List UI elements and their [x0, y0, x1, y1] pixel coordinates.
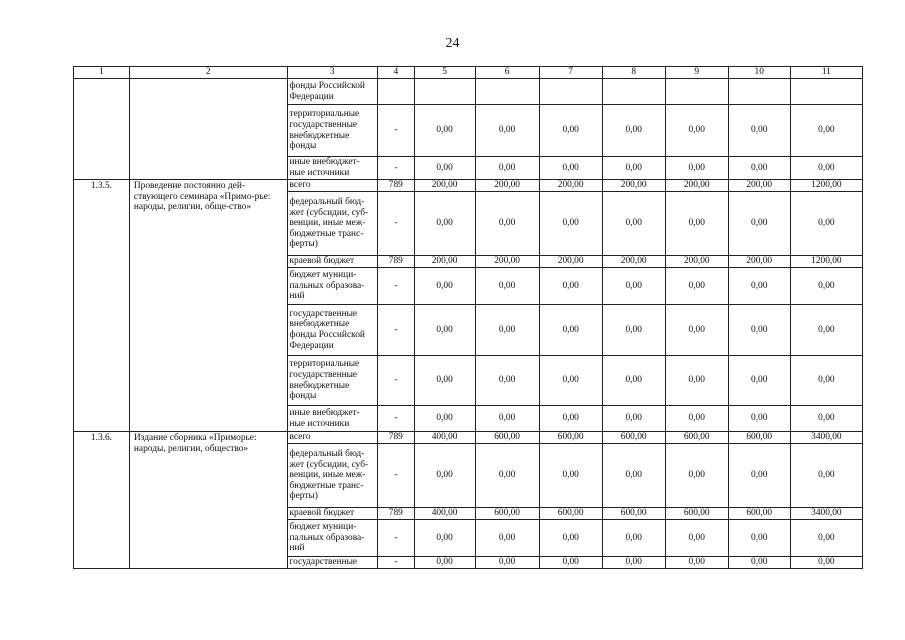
value-col-5: 400,00	[414, 432, 475, 444]
value-col-9: 0,00	[665, 105, 728, 157]
value-col-6: 0,00	[475, 192, 539, 256]
value-col-10	[728, 79, 790, 105]
value-col-8: 0,00	[602, 105, 665, 157]
value-col-10: 200,00	[728, 256, 790, 268]
value-col-7: 0,00	[539, 192, 602, 256]
value-col-11: 3400,00	[790, 508, 862, 520]
value-col-4: -	[377, 305, 414, 356]
value-col-5: 0,00	[414, 520, 475, 557]
value-col-11: 0,00	[790, 557, 862, 569]
funding-source: краевой бюджет	[287, 508, 377, 520]
value-col-8: 0,00	[602, 557, 665, 569]
value-col-5: 0,00	[414, 268, 475, 305]
value-col-11: 0,00	[790, 520, 862, 557]
table-row	[74, 432, 863, 444]
value-col-4: -	[377, 157, 414, 180]
value-col-8	[602, 79, 665, 105]
value-col-5: 0,00	[414, 192, 475, 256]
value-col-7: 0,00	[539, 268, 602, 305]
value-col-7: 0,00	[539, 520, 602, 557]
table-row	[74, 79, 863, 105]
value-col-9: 0,00	[665, 520, 728, 557]
value-col-10: 0,00	[728, 268, 790, 305]
value-col-5: 0,00	[414, 356, 475, 406]
value-col-11: 3400,00	[790, 432, 862, 444]
value-col-6: 200,00	[475, 180, 539, 192]
value-col-9: 0,00	[665, 268, 728, 305]
value-col-6: 0,00	[475, 105, 539, 157]
value-col-8: 0,00	[602, 520, 665, 557]
page-number: 24	[445, 36, 460, 51]
value-col-5: 200,00	[414, 256, 475, 268]
value-col-9: 0,00	[665, 192, 728, 256]
funding-source: федеральный бюд- жет (субсидии, суб- венции, иные меж- бюджетные транс- ферты)	[287, 444, 377, 508]
value-col-11: 1200,00	[790, 256, 862, 268]
value-col-10: 200,00	[728, 180, 790, 192]
budget-table	[73, 66, 863, 569]
value-col-10: 0,00	[728, 192, 790, 256]
value-col-10: 0,00	[728, 105, 790, 157]
value-col-11	[790, 79, 862, 105]
value-col-4: 789	[377, 432, 414, 444]
value-col-8: 0,00	[602, 356, 665, 406]
value-col-7: 200,00	[539, 256, 602, 268]
value-col-5: 200,00	[414, 180, 475, 192]
value-col-8: 0,00	[602, 444, 665, 508]
value-col-5: 0,00	[414, 557, 475, 569]
value-col-5: 0,00	[414, 444, 475, 508]
value-col-7: 0,00	[539, 356, 602, 406]
value-col-11: 0,00	[790, 406, 862, 432]
value-col-4: -	[377, 356, 414, 406]
value-col-9: 0,00	[665, 305, 728, 356]
value-col-6: 0,00	[475, 520, 539, 557]
column-header-2: 2	[129, 67, 287, 79]
value-col-5	[414, 79, 475, 105]
value-col-8: 0,00	[602, 406, 665, 432]
funding-source: бюджет муници- пальных образова- ний	[287, 268, 377, 305]
value-col-8: 0,00	[602, 192, 665, 256]
value-col-6: 0,00	[475, 305, 539, 356]
column-header-10: 10	[728, 67, 790, 79]
value-col-9: 600,00	[665, 432, 728, 444]
value-col-10: 0,00	[728, 157, 790, 180]
value-col-8: 600,00	[602, 508, 665, 520]
value-col-4: -	[377, 268, 414, 305]
value-col-9: 600,00	[665, 508, 728, 520]
value-col-8: 0,00	[602, 305, 665, 356]
funding-source: краевой бюджет	[287, 256, 377, 268]
funding-source: государственные внебюджетные фонды Российской Федерации	[287, 305, 377, 356]
value-col-9	[665, 79, 728, 105]
value-col-9: 0,00	[665, 557, 728, 569]
value-col-9: 0,00	[665, 157, 728, 180]
value-col-4: 789	[377, 256, 414, 268]
value-col-9: 0,00	[665, 356, 728, 406]
funding-source: территориальные государственные внебюджетные фонды	[287, 105, 377, 157]
value-col-6: 0,00	[475, 157, 539, 180]
value-col-10: 600,00	[728, 432, 790, 444]
value-col-4: -	[377, 105, 414, 157]
value-col-10: 0,00	[728, 356, 790, 406]
funding-source: всего	[287, 432, 377, 444]
value-col-11: 1200,00	[790, 180, 862, 192]
value-col-4: -	[377, 192, 414, 256]
value-col-4: -	[377, 406, 414, 432]
value-col-10: 0,00	[728, 406, 790, 432]
value-col-10: 0,00	[728, 557, 790, 569]
table-row	[74, 180, 863, 192]
item-name: Издание сборника «Приморье: народы, религии, общество»	[129, 432, 287, 569]
value-col-9: 0,00	[665, 444, 728, 508]
value-col-8: 0,00	[602, 268, 665, 305]
column-header-8: 8	[602, 67, 665, 79]
value-col-5: 400,00	[414, 508, 475, 520]
value-col-5: 0,00	[414, 406, 475, 432]
value-col-10: 0,00	[728, 520, 790, 557]
value-col-6: 0,00	[475, 356, 539, 406]
column-header-5: 5	[414, 67, 475, 79]
item-number	[74, 79, 130, 180]
funding-source: иные внебюджет- ные источники	[287, 406, 377, 432]
value-col-9: 200,00	[665, 256, 728, 268]
value-col-5: 0,00	[414, 105, 475, 157]
value-col-7: 0,00	[539, 557, 602, 569]
value-col-7: 200,00	[539, 180, 602, 192]
value-col-9: 200,00	[665, 180, 728, 192]
value-col-11: 0,00	[790, 157, 862, 180]
column-header-7: 7	[539, 67, 602, 79]
value-col-7: 600,00	[539, 508, 602, 520]
funding-source: государственные	[287, 557, 377, 569]
value-col-6: 0,00	[475, 444, 539, 508]
item-number: 1.3.6.	[74, 432, 130, 569]
value-col-6: 200,00	[475, 256, 539, 268]
value-col-5: 0,00	[414, 157, 475, 180]
value-col-11: 0,00	[790, 268, 862, 305]
value-col-8: 200,00	[602, 180, 665, 192]
column-header-4: 4	[377, 67, 414, 79]
item-name	[129, 79, 287, 180]
value-col-5: 0,00	[414, 305, 475, 356]
value-col-7: 0,00	[539, 305, 602, 356]
header-row	[74, 67, 863, 79]
funding-source: иные внебюджет- ные источники	[287, 157, 377, 180]
value-col-8: 600,00	[602, 432, 665, 444]
value-col-7: 600,00	[539, 432, 602, 444]
value-col-4: -	[377, 520, 414, 557]
value-col-6: 0,00	[475, 406, 539, 432]
value-col-8: 0,00	[602, 157, 665, 180]
column-header-9: 9	[665, 67, 728, 79]
value-col-11: 0,00	[790, 444, 862, 508]
value-col-11: 0,00	[790, 105, 862, 157]
value-col-7: 0,00	[539, 406, 602, 432]
item-name: Проведение постоянно дей-ствующего семинара «Примо-рье: народы, религии, обще-ство»	[129, 180, 287, 432]
value-col-6	[475, 79, 539, 105]
value-col-4: 789	[377, 508, 414, 520]
item-number: 1.3.5.	[74, 180, 130, 432]
funding-source: всего	[287, 180, 377, 192]
value-col-6: 600,00	[475, 432, 539, 444]
value-col-4: 789	[377, 180, 414, 192]
value-col-4	[377, 79, 414, 105]
value-col-10: 600,00	[728, 508, 790, 520]
value-col-7	[539, 79, 602, 105]
value-col-10: 0,00	[728, 444, 790, 508]
column-header-3: 3	[287, 67, 377, 79]
value-col-4: -	[377, 557, 414, 569]
funding-source: территориальные государственные внебюджетные фонды	[287, 356, 377, 406]
value-col-10: 0,00	[728, 305, 790, 356]
funding-source: фонды Российской Федерации	[287, 79, 377, 105]
value-col-8: 200,00	[602, 256, 665, 268]
value-col-7: 0,00	[539, 105, 602, 157]
value-col-11: 0,00	[790, 356, 862, 406]
value-col-11: 0,00	[790, 305, 862, 356]
value-col-6: 0,00	[475, 268, 539, 305]
value-col-7: 0,00	[539, 444, 602, 508]
funding-source: федеральный бюд- жет (субсидии, суб- венции, иные меж- бюджетные транс- ферты)	[287, 192, 377, 256]
value-col-6: 0,00	[475, 557, 539, 569]
value-col-7: 0,00	[539, 157, 602, 180]
value-col-6: 600,00	[475, 508, 539, 520]
value-col-11: 0,00	[790, 192, 862, 256]
funding-source: бюджет муници- пальных образова- ний	[287, 520, 377, 557]
column-header-1: 1	[74, 67, 130, 79]
column-header-11: 11	[790, 67, 862, 79]
value-col-9: 0,00	[665, 406, 728, 432]
column-header-6: 6	[475, 67, 539, 79]
value-col-4: -	[377, 444, 414, 508]
